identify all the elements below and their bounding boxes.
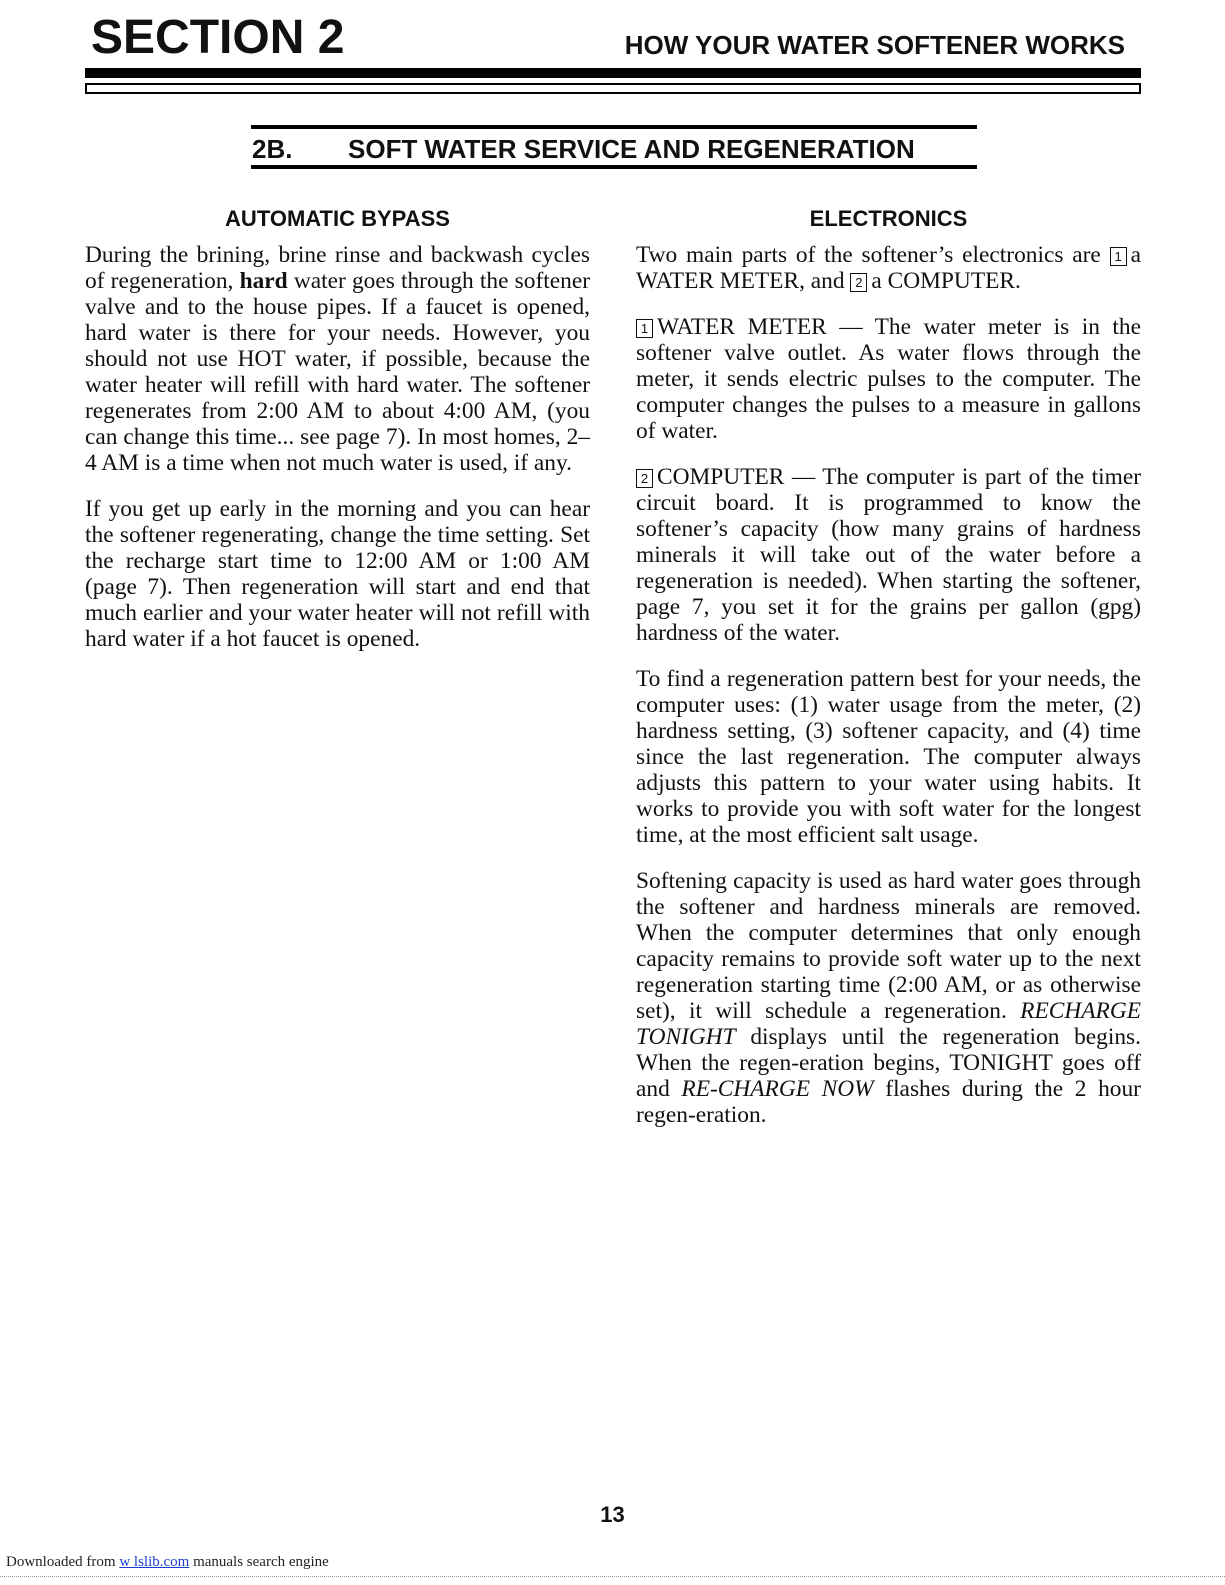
capacity-text-b: displays until the regeneration begins. When the regen-eration begins, TONIGHT goes off and	[636, 1024, 1141, 1102]
electronics-intro-part-a: a WATER METER, and	[636, 242, 1141, 294]
number-box-1-icon: 1	[1110, 247, 1127, 266]
computer-paragraph	[636, 464, 1141, 646]
bypass-paragraph-2: If you get up early in the morning and you can hear the softener regenerating, change the time setting. Set the recharge start time to 12:00 AM or 1:00 AM (page 7). Then regeneration will start and end that much earlier and your water heater will not refill with hard water if a hot faucet is opened.	[85, 496, 590, 652]
footer	[6, 1554, 329, 1571]
page-number: 13	[600, 1502, 625, 1527]
right-column	[636, 208, 1141, 1148]
number-box-2-icon: 2	[850, 273, 867, 292]
bypass-p1-text-b: water goes through the softener valve and to the house pipes. If a faucet is opened, hard water is there for your needs. However, you should not use HOT water, if possible, because the water heater will refill with hard water. The softener regenerates from 2:00 AM to about 4:00 AM, (you can change this time... see page 7). In most homes, 2–4 AM is a time when not much water is used, if any.	[85, 268, 590, 476]
subsection-number: 2B.	[252, 134, 293, 164]
capacity-text-a: Softening capacity is used as hard water goes through the softener and hardness minerals are removed. When the computer determines that only enough capacity remains to provide soft water up to the next regeneration starting time (2:00 AM, or as otherwise set), it will schedule a regeneration.	[636, 868, 1141, 1024]
header-subtitle: HOW YOUR WATER SOFTENER WORKS	[624, 30, 1125, 60]
number-box-1-icon: 1	[636, 319, 653, 338]
capacity-text-c: flashes during the 2 hour regen-eration.	[636, 1076, 1141, 1128]
recharge-now-text: RE-CHARGE NOW	[681, 1076, 874, 1102]
footer-suffix: manuals search engine	[189, 1554, 329, 1570]
bypass-p1-text-a: During the brining, brine rinse and backwash cycles of regeneration,	[85, 242, 590, 294]
number-box-2-icon: 2	[636, 469, 653, 488]
computer-text: COMPUTER — The computer is part of the timer circuit board. It is programmed to know the softener’s capacity (how many grains of hardness minerals it will take out of the water before a regeneration is needed). When starting the softener, page 7, you set it for the grains per gallon (gpg) hardness of the water.	[636, 464, 1141, 646]
electronics-intro-part-b: a COMPUTER.	[871, 268, 1021, 294]
footer-prefix: Downloaded from	[6, 1554, 120, 1570]
water-meter-paragraph	[636, 314, 1141, 444]
left-column	[85, 208, 590, 672]
recharge-tonight-text: RECHARGE TONIGHT	[636, 998, 1141, 1050]
electronics-intro-text: Two main parts of the softener’s electronics are	[636, 242, 1101, 268]
header-rule-thick	[85, 68, 1141, 78]
subsection-rule-top	[251, 125, 977, 129]
bypass-p1-bold: hard	[239, 268, 288, 294]
footer-link[interactable]: w lslib.com	[119, 1554, 190, 1570]
header-rule-thin	[85, 83, 1141, 94]
bypass-paragraph-1	[85, 242, 590, 476]
electronics-intro	[636, 242, 1141, 294]
section-title: SECTION 2	[91, 11, 345, 64]
subsection-title: SOFT WATER SERVICE AND REGENERATION	[348, 134, 915, 164]
automatic-bypass-heading: AUTOMATIC BYPASS	[225, 206, 450, 231]
softening-capacity-paragraph	[636, 868, 1141, 1128]
subsection-rule-bottom	[251, 165, 977, 169]
regeneration-pattern-paragraph: To find a regeneration pattern best for your needs, the computer uses: (1) water usage from the meter, (2) hardness setting, (3) softener capacity, and (4) time since the last regeneration. The computer always adjusts this pattern to your water using habits. It works to provide you with soft water for the longest time, at the most efficient salt usage.	[636, 666, 1141, 848]
water-meter-text: WATER METER — The water meter is in the softener valve outlet. As water flows through the meter, it sends electric pulses to the computer. The computer changes the pulses to a measure in gallons of water.	[636, 314, 1141, 444]
electronics-heading: ELECTRONICS	[809, 206, 968, 231]
footer-divider	[0, 1576, 1225, 1577]
